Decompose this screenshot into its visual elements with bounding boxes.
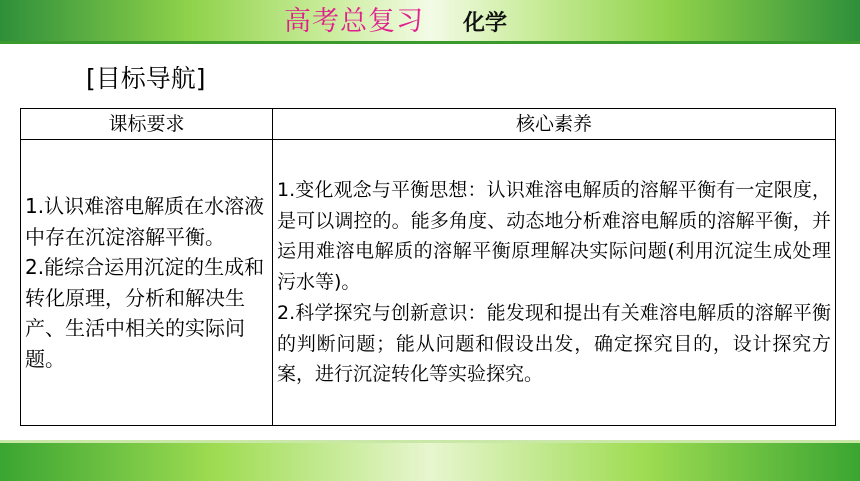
banner-subject: 化学: [463, 11, 508, 36]
column-header-curriculum: 课标要求: [21, 109, 273, 140]
column-header-core-literacy: 核心素养: [273, 109, 836, 140]
bottom-decor-line: [0, 440, 860, 443]
curriculum-item-1: 1.认识难溶电解质在水溶液中存在沉淀溶解平衡。: [25, 194, 265, 249]
top-banner: [0, 0, 860, 44]
table-header-row: [21, 109, 836, 140]
core-literacy-item-2: 2.科学探究与创新意识：能发现和提出有关难溶电解质的溶解平衡的判断问题；能从问题和假设出发，确定探究目的，设计探究方案，进行沉淀转化等实验探究。: [277, 301, 831, 386]
banner-title: 高考总复习: [284, 6, 424, 37]
table-row: [21, 140, 836, 426]
core-literacy-cell: [273, 140, 836, 426]
section-heading: [目标导航]: [86, 64, 206, 93]
bottom-decor-band: [0, 440, 860, 481]
banner-stripe: [0, 41, 860, 44]
goals-table: [20, 108, 836, 426]
curriculum-item-2: 2.能综合运用沉淀的生成和转化原理，分析和解决生产、生活中相关的实际问题。: [25, 255, 265, 371]
core-literacy-item-1: 1.变化观念与平衡思想：认识难溶电解质的溶解平衡有一定限度，是可以调控的。能多角度、动态地分析难溶电解质的溶解平衡，并运用难溶电解质的溶解平衡原理解决实际问题(利用沉淀生成处理污水等)。: [277, 178, 831, 294]
curriculum-cell: [21, 140, 273, 426]
